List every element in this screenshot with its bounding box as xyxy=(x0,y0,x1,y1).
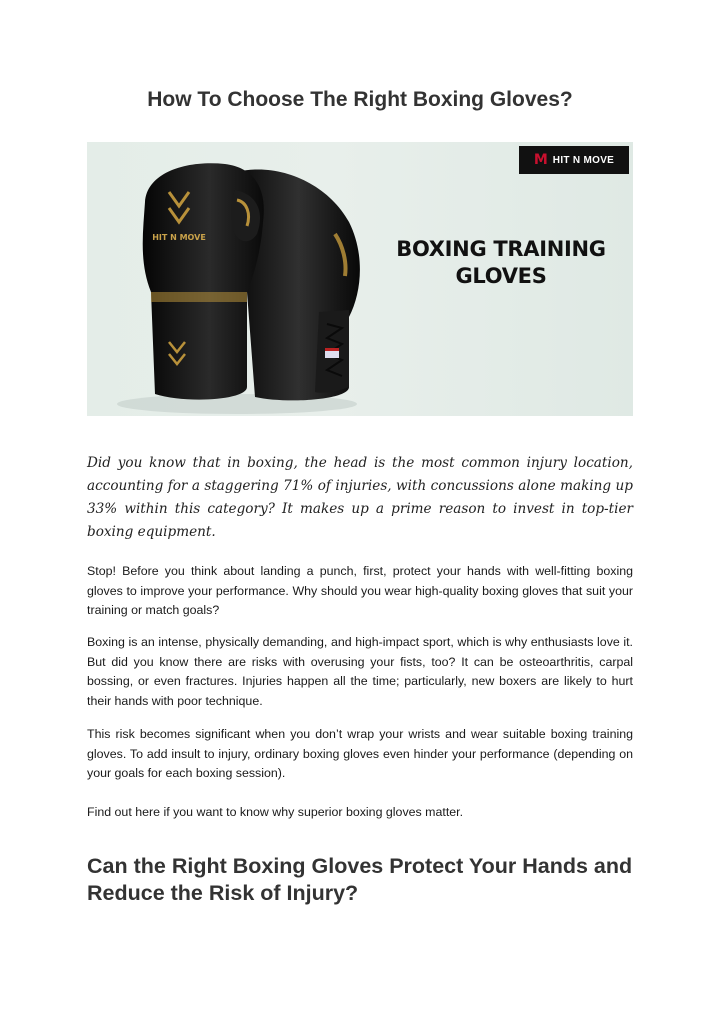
paragraph-2: Boxing is an intense, physically demanding, and high-impact sport, which is why enthusiasts love it. But did you know there are risks with overusing your fists, too? It can be osteoarthritis, carpal bossing, or even fractures. Injuries happen all the time; particularly, new boxers are likely to hurt their hands with poor technique. xyxy=(87,635,633,708)
hero-caption-line1: BOXING TRAINING xyxy=(396,237,606,261)
glove-logo-text: HIT N MOVE xyxy=(152,233,206,242)
brand-logo xyxy=(519,146,629,174)
hero-image xyxy=(87,142,633,416)
brand-name: HIT N MOVE xyxy=(552,154,615,166)
hero-caption xyxy=(381,236,621,290)
section-heading: Can the Right Boxing Gloves Protect Your Hands and Reduce the Risk of Injury? xyxy=(87,854,633,905)
paragraph-4: Find out here if you want to know why superior boxing gloves matter. xyxy=(87,805,464,819)
page-title: How To Choose The Right Boxing Gloves? xyxy=(147,88,573,111)
paragraph-1: Stop! Before you think about landing a punch, first, protect your hands with well-fitting boxing gloves to improve your performance. Why should you wear high-quality boxing gloves that suit your training or match goals? xyxy=(87,564,633,617)
left-glove-shape xyxy=(143,163,264,399)
paragraph-3: This risk becomes significant when you don’t wrap your wrists and wear suitable boxing training gloves. To add insult to injury, ordinary boxing gloves even hinder your performance (depending on your goals for each boxing session). xyxy=(87,727,633,780)
brand-mark-icon: M xyxy=(533,152,548,168)
intro-paragraph: Did you know that in boxing, the head is the most common injury location, accounting for a staggering 71% of injuries, with concussions alone making up 33% within this category? It makes up a prime reason to invest in top-tier boxing equipment. xyxy=(87,455,633,540)
hero-caption-line2: GLOVES xyxy=(455,264,547,288)
